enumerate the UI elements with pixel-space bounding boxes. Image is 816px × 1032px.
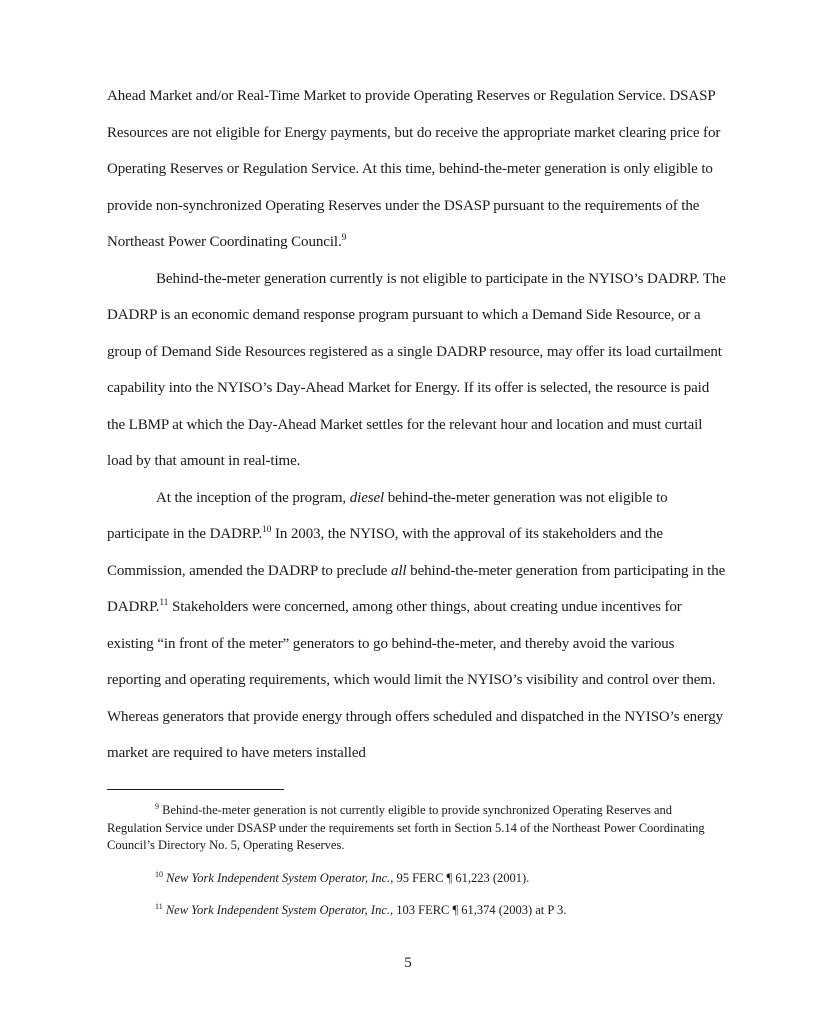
footnote-11-citation: , 103 FERC ¶ 61,374 (2003) at P 3. [390,903,567,917]
footnote-11 [107,902,717,920]
paragraph-3-emphasis-diesel: diesel [349,489,385,506]
body-text [107,78,727,772]
footnote-10 [107,870,717,888]
paragraph-1 [107,78,727,261]
footnote-10-number: 10 [155,869,163,879]
paragraph-3-text-a: At the inception of the program, [156,489,350,506]
footnote-9 [107,802,717,855]
paragraph-3 [107,480,727,772]
paragraph-3-text-b: behind-the-meter generation was not eligible to participate in the DADRP. [107,489,668,542]
footnote-11-case-name: New York Independent System Operator, Inc. [165,903,390,917]
footnote-11-number: 11 [155,902,163,911]
paragraph-2: Behind-the-meter generation currently is not eligible to participate in the NYISO’s DADRP. The DADRP is an economic demand response program pursuant to which a Demand Side Resource, or a group of Demand Side Resources registered as a single DADRP resource, may offer its load curtailment capability into the NYISO’s Day-Ahead Market for Energy. If its offer is selected, the resource is paid the LBMP at which the Day-Ahead Market settles for the relevant hour and location and must curtail load by that amount in real-time. [107,270,726,469]
paragraph-3-text-e: Stakeholders were concerned, among other things, about creating undue incentives for existing “in front of the meter” generators to go behind-the-meter, and thereby avoid the various reporting and operating requirements, which would limit the NYISO’s visibility and control over them. Whereas generators that provide energy through offers scheduled and dispatched in the NYISO’s energy market are required to have meters installed [107,599,724,761]
footnote-ref-10: 10 [261,525,272,535]
paragraph-1-text: Ahead Market and/or Real-Time Market to provide Operating Reserves or Regulation Service. DSASP Resources are not eligible for Energy payments, but do receive the appropriate market clearing price for Operating Reserves or Regulation Service. At this time, behind-the-meter generation is only eligible to provide non-synchronized Operating Reserves under the DSASP pursuant to the requirements of the Northeast Power Coordinating Council. [107,88,721,250]
footnote-10-case-name: New York Independent System Operator, Inc. [166,870,391,885]
footnote-9-number: 9 [155,802,159,811]
footnote-10-citation: , 95 FERC ¶ 61,223 (2001). [390,870,530,885]
paragraph-3-emphasis-all: all [390,562,407,579]
footnote-separator [107,789,284,790]
paragraph-3-text-c: In 2003, the NYISO, with the approval of its stakeholders and the Commission, amended the DADRP to preclude [107,526,663,579]
footnotes [107,802,717,935]
page-number: 5 [404,955,412,971]
footnote-ref-9: 9 [341,233,347,243]
footnote-9-text: Behind-the-meter generation is not currently eligible to provide synchronized Operating Reserves and Regulation Service under DSASP under the requirements set forth in Section 5.14 of the Northeast Power Coordinating Council’s Directory No. 5, Operating Reserves. [107,803,705,852]
paragraph-3-text-d: behind-the-meter generation from participating in the DADRP. [107,562,726,615]
footnote-ref-11: 11 [159,598,169,608]
